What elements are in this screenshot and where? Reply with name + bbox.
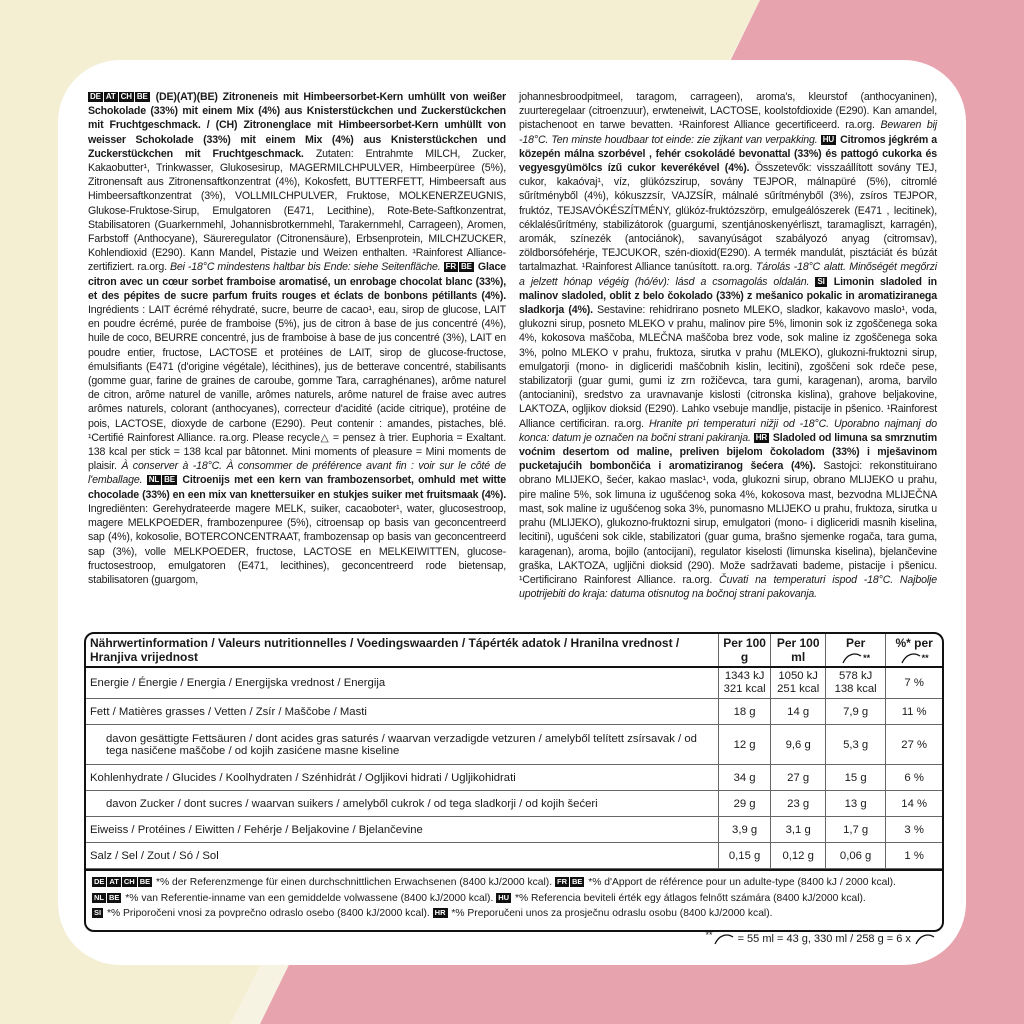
fr-product-name: Glace citron avec un cœur sorbet framboise aromatisé, un enrobage chocolat blanc (33%), et des pépites de sucre parfum fruits rouges et éclats de bonbons pétillants (4%).: [88, 261, 507, 302]
value-100g: 12 g: [718, 725, 771, 765]
flag-ch: CH: [123, 877, 135, 886]
fr-storage: À conserver à -18°C. À consommer de préférence avant fin : voir sur le côté de l'emballage.: [88, 460, 506, 487]
header-per-portion: [825, 634, 885, 667]
header-per-100g: Per 100 g: [718, 634, 771, 667]
flag-si: SI: [817, 276, 825, 286]
value-100ml: 23 g: [771, 791, 826, 817]
value-ri: 7 %: [886, 667, 942, 699]
header-ri-stars: **: [921, 653, 929, 663]
value-100ml: 1050 kJ 251 kcal: [771, 667, 826, 699]
ice-cream-stick-icon: [713, 933, 735, 945]
portion-stars: **: [705, 930, 713, 940]
hu-ingredients: Összetevők: visszaállított sovány TEJ, cukor, kakaóvaj¹, víz, glükózszirup, sovány TEJPOR, málnapüré (5%), citromlé sűrítményből (4%), kókuszzsír, VAJZSÍR, málnalé sűrítményből (3%), zsíros TEJPOR, fruktóz, TEJSAVÓKÉSZÍTMÉNY, glükóz-fruktózszörp, emulgeálószerek (E471 , lecitinek), céklalésűrítmény, stabilizátorok (guargumi, szentjánoskenyérliszt, taramagliszt, karragén), aromák, színezék (antociánok), savanyúságot szabályozó anyag (citromsav), zöldborsófehérje, TEJCUKOR, szén-dioxid(E290). A termék mandulát, pisztáciát és búzát tartalmazhat. ¹Rainforest Alliance tanúsított. ra.org.: [519, 162, 937, 274]
table-row: [86, 667, 942, 699]
value-portion: 578 kJ 138 kcal: [825, 667, 885, 699]
value-100ml: 0,12 g: [771, 843, 826, 869]
reference-intake-notes: [86, 869, 942, 926]
flag-be: BE: [136, 92, 148, 101]
value-100g: 34 g: [718, 765, 771, 791]
flag-at: AT: [105, 92, 116, 101]
fr-ingredients: Ingrédients : LAIT écrémé réhydraté, sucre, beurre de cacao¹, eau, sirop de glucose, LAIT en poudre écrémé, purée de framboise (5%), jus de citron à base de jus concentré (4%), huile de coco, BEURRE concentré, jus de framboise à base de jus concentré (3%), LAIT en poudre entier, fructose, LACTOSE et protéines de LAIT, sirop de glucose-fructose, émulsifiants (E471 (d'origine végétale), lécithines), jus de betterave concentré, stabilisants (gomme guar, farine de graines de caroube, gomme Tara, carraghénanes), arôme naturel de citron, arôme naturel de vanille, arômes naturels, arôme naturel de fraise avec autres arômes naturels, colorant (anthocyanes), correcteur d'acidité (acide citrique), protéine de pois, LACTOSE, dioxyde de carbone (E290). Peut contenir : amandes, pistaches, blé. ¹Certifié Rainforest Alliance. ra.org. Please recycle△ = pensez à trier. Euphoria = Exaltant. 138 kcal per stick = 138 kcal par bâtonnet. Mini moments of pleasure = Mini moments de plaisir.: [88, 304, 506, 473]
ingredients-column-left: [88, 90, 506, 587]
ice-cream-stick-icon: [914, 933, 936, 945]
header-per-label: Per: [845, 636, 866, 650]
footnote-fr: *% d'Apport de référence pour un adulte-type (8400 kJ / 2000 kcal).: [588, 877, 896, 888]
nl-product-name: Citroenijs met een kern van frambozensorbet, omhuld met witte chocolade (33%) en een mix van knettersuiker en stukjes suiker met fruitsmaak (4%).: [88, 474, 507, 501]
value-ri: 6 %: [886, 765, 942, 791]
de-product-name: (DE)(AT)(BE) Zitroneneis mit Himbeersorbet-Kern umhüllt von weißer Schokolade (33%) mit einem Mix (4%) aus Knisterstückchen und Zuckerstückchen mit Fruchtgeschmack. / (CH) Zitronenglace mit Himbeersorbet-Kern umhüllt von weisser Schokolade (33%) mit einem Mix (4%) aus Knisterstückchen und Zuckerstückchen mit Fruchtgeschmack.: [88, 91, 506, 160]
value-portion: 0,06 g: [825, 843, 885, 869]
hr-storage: Čuvati na temperaturi ispod -18°C. Najbolje upotrijebiti do kraja: datuma otisnutog na bočnoj strani pakovanja.: [519, 573, 937, 601]
hu-storage: Tárolás -18°C alatt. Minőségét megőrzi a jelzett hónap végéig (hó/év): lásd a csomagolás oldalán.: [519, 261, 938, 288]
header-ri-label: %* per: [895, 636, 933, 650]
portion-text: = 55 ml = 43 g, 330 ml / 258 g = 6 x: [737, 933, 911, 945]
row-label: davon gesättigte Fettsäuren / dont acides gras saturés / waarvan verzadigde vetzuren / amelyből telített zsírsavak / od tega nasičene maščobe / od kojih zasićene masne kiseline: [86, 725, 718, 765]
table-row: [86, 725, 942, 765]
ingredients-column-right: [519, 90, 937, 601]
row-label: davon Zucker / dont sucres / waarvan suikers / amelyből cukrok / od tega sladkorji / od kojih šećeri: [86, 791, 718, 817]
flag-nl: NL: [148, 475, 160, 485]
flag-be: BE: [571, 877, 583, 886]
flag-fr: FR: [445, 262, 457, 272]
flag-de: DE: [90, 92, 101, 101]
value-100ml: 9,6 g: [771, 725, 826, 765]
header-stars: **: [863, 653, 871, 663]
value-100g: 0,15 g: [718, 843, 771, 869]
hr-product-name: Sladoled od limuna sa smrznutim voćnim desertom od maline, preliven bijelom čokoladom (33%) i mješavinom pucketajućih bombončića i aromatiziranog šećera (4%).: [519, 431, 937, 473]
de-storage: Bei -18°C mindestens haltbar bis Ende: siehe Seitenfläche.: [170, 261, 441, 274]
value-ri: 3 %: [886, 817, 942, 843]
header-ri: [886, 634, 942, 667]
flag-at: AT: [109, 877, 119, 886]
flag-nl: NL: [94, 892, 104, 902]
flag-si: SI: [94, 908, 102, 917]
value-ri: 11 %: [886, 699, 942, 725]
si-storage: Hranite pri temperaturi nižji od -18°C. Uporabno najmanj do konca: datum je označen na bočni strani pakiranja.: [519, 417, 937, 444]
nutrition-header-row: [86, 634, 942, 667]
footnote-hu: *% Referencia beviteli érték egy átlagos felnőtt számára (8400 kJ/2000 kcal).: [514, 892, 866, 904]
value-portion: 1,7 g: [825, 817, 885, 843]
flag-hu: HU: [498, 892, 510, 902]
table-row: [86, 699, 942, 725]
row-label: Fett / Matières grasses / Vetten / Zsír / Maščobe / Masti: [86, 699, 718, 725]
row-label: Kohlenhydrate / Glucides / Koolhydraten / Szénhidrát / Ogljikovi hidrati / Ugljikohidrati: [86, 765, 718, 791]
nl-ingredients-cont: johannesbroodpitmeel, taragom, carrageen), aroma's, kleurstof (anthocyaninen), zuurteregelaar (citroenzuur), erwteneiwit, LACTOSE, koolstofdioxide (E290). Kan amandel, pistachenoot en tarwe bevatten. ¹Rainforest Alliance gecertificeerd. ra.org.: [519, 91, 937, 132]
flag-hu: HU: [822, 134, 834, 144]
flag-de: DE: [94, 877, 105, 886]
flag-hr: HR: [434, 908, 446, 917]
value-100ml: 27 g: [771, 765, 826, 791]
flag-fr: FR: [556, 877, 567, 886]
de-ingredients: Zutaten: Entrahmte MILCH, Zucker, Kakaobutter¹, Trinkwasser, Glukosesirup, MAGERMILCHPULVER, Himbeerpüree (5%), Zitronensaft aus Zitronensaftkonzentrat (4%), Kokosfett, BUTTERFETT, Himbeersaft aus Himbeersaftkonzentrat (3%), VOLLMILCHPULVER, Fruktose, MOLKENERZEUGNIS, Glukose-Fruktose-Sirup, Emulgatoren (E471, Lecithine), Rote-Bete-Saftkonzentrat, Stabilisatoren (Guarkernmehl, Johannisbrotkernmehl, Tarakernmehl, Carrageen), Aromen, Farbstoff (Anthocyane), Säureregulator (Citronensäure), Erbsenprotein, MILCHZUCKER, Kohlendioxid (E290). Kann Mandel, Pistazie und Weizen enthalten. ¹Rainforest Alliance-zertifiziert. ra.org.: [88, 147, 506, 274]
value-100g: 3,9 g: [718, 817, 771, 843]
value-ri: 1 %: [886, 843, 942, 869]
ice-cream-stick-icon: [841, 652, 863, 664]
header-per-100ml: Per 100 ml: [771, 634, 826, 667]
hr-ingredients: Sastojci: rekonstituirano obrano MLIJEKO, šećer, kakao maslac¹, voda, glukozni sirup, obrano MLIJEKO u prahu, pire maline 5%, sok limuna iz ugušćenog soka 4%, kokosova mast, bezvodna MLIJEČNA mast, sok maline iz ugušćenog soka 3%, punomasno MLIJEKO u prahu, fruktoza, sirutka u prahu (MLIJEKO), glukozno-fruktozni sirup, emulgatori (mono- i digliceridi masnih kiselina, lecitini), ugušćeni sok cikle, stabilizatori (guar guma, brašno sjemenke rogača, tara guma, karagenan), aroma, bojilo (antocijani), regulator kiselosti (limunska kiselina), bjelančevine graška, LAKTOZA, ugljični dioksid (290). Može sadržavati bademe, pistacije i pšenicu. ¹Certificirano Rainforest Alliance. ra.org.: [519, 460, 937, 586]
footnote-nl: *% van Referentie-inname van een gemiddelde volwassene (8400 kJ/2000 kcal).: [125, 892, 494, 904]
value-ri: 27 %: [886, 725, 942, 765]
footnote-si: *% Priporočeni vnosi za povprečno odraslo osebo (8400 kJ/2000 kcal).: [106, 908, 430, 919]
table-row: [86, 817, 942, 843]
si-product-name: Limonin sladoled in malinov sladoled, oblit z belo čokolado (33%) z mešanico pokalic in aromatiziranega sladkorja (4%).: [519, 275, 938, 317]
value-100g: 18 g: [718, 699, 771, 725]
footnote-de: *% der Referenzmenge für einen durchschnittlichen Erwachsenen (8400 kJ/2000 kcal).: [156, 877, 553, 888]
table-row: [86, 791, 942, 817]
portion-info: [706, 930, 937, 945]
flag-ch: CH: [120, 92, 132, 101]
si-ingredients: Sestavine: rehidrirano posneto MLEKO, sladkor, kakavovo maslo¹, voda, glukozni sirup, posneto MLEKO v prahu, malinov pire 5%, limonin sok iz zgoščenega soka 4%, kokosova maščoba, MLEČNA maščoba brez vode, sok maline iz zgoščenega soka 3%, polno MLEKO v prahu, fruktoza, sirutka v prahu (MLEKO), glukozni-fruktozni sirup, emulgatorji (mono- in digliceridi maščobnih kislin, lecitini), zgoščeni sok rdeče pese, stabilizatorji (guar gumi, gumi iz zrn rožičevca, tara gumi, karagenan), aroma, barvilo (antocianini), sredstvo za uravnavanje kislosti (citronska kislina), grahove beljakovine, LAKTOZA, ogljikov dioksid (E290). Lahko vsebuje mandlje, pistacije in pšenico. ¹Rainforest Alliance certificiran. ra.org.: [519, 304, 937, 430]
nutrition-title: Nährwertinformation / Valeurs nutritionnelles / Voedingswaarden / Tápérték adatok / Hranilna vrednost / Hranjiva vrijednost: [86, 634, 718, 667]
nl-ingredients: Ingrediënten: Gerehydrateerde magere MELK, suiker, cacaoboter¹, water, glucosestroop, magere MELKPOEDER, frambozenpuree (5%), citroensap op basis van geconcentreerd sap (4%), kokosolie, BOTERCONCENTRAAT, frambozensap op basis van geconcentreerd sap (3%), volle MELKPOEDER, fructose, LACTOSE en MELKEIWITTEN, glucose-fructosestroop, emulgatoren (E471, lecithines), geconcentreerd rode bietensap, stabilisatoren (guargom,: [88, 502, 506, 586]
flag-be: BE: [139, 877, 151, 886]
hu-product-name: Citromos jégkrém a közepén málna szorbével , fehér csokoládé bevonattal (33%) és pattogó cukorka és vegyesgyümölcs ízű cukor keverékével (4%).: [519, 133, 938, 175]
flag-be: BE: [164, 475, 175, 485]
footnote-hr: *% Preporučeni unos za prosječnu odraslu osobu (8400 kJ/2000 kcal).: [451, 908, 773, 919]
table-row: [86, 765, 942, 791]
value-100g: 1343 kJ 321 kcal: [718, 667, 771, 699]
value-portion: 15 g: [825, 765, 885, 791]
value-portion: 13 g: [825, 791, 885, 817]
value-portion: 7,9 g: [825, 699, 885, 725]
label-panel: [58, 60, 966, 965]
nutrition-table: [84, 632, 944, 932]
value-100ml: 14 g: [771, 699, 826, 725]
row-label: Eiweiss / Protéines / Eiwitten / Fehérje / Beljakovine / Bjelančevine: [86, 817, 718, 843]
value-portion: 5,3 g: [825, 725, 885, 765]
ice-cream-stick-icon: [900, 652, 922, 664]
value-100g: 29 g: [718, 791, 771, 817]
flag-be: BE: [461, 262, 472, 272]
row-label: Energie / Énergie / Energia / Energijska vrednost / Energija: [86, 667, 718, 699]
row-label: Salz / Sel / Zout / Só / Sol: [86, 843, 718, 869]
nl-storage: Bewaren bij -18°C. Ten minste houdbaar tot einde: zie zijkant van verpakking.: [519, 119, 937, 146]
value-ri: 14 %: [886, 791, 942, 817]
flag-hr: HR: [755, 432, 767, 442]
flag-be: BE: [109, 892, 120, 902]
value-100ml: 3,1 g: [771, 817, 826, 843]
table-row: [86, 843, 942, 869]
